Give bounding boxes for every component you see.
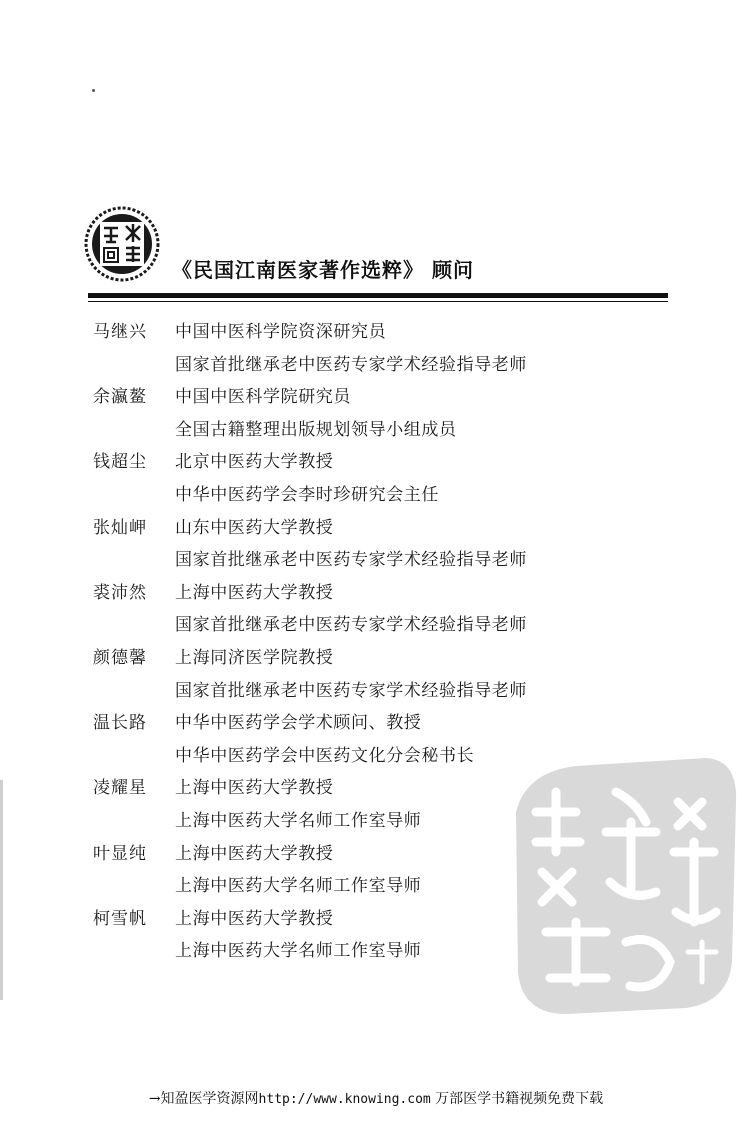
title-rule-thick bbox=[88, 293, 668, 298]
ink-speck bbox=[92, 89, 95, 92]
footer-prefix: →知盈医学资源网 bbox=[148, 1091, 259, 1107]
advisor-name: 钱超尘 bbox=[93, 452, 147, 473]
advisor-role: 全国古籍整理出版规划领导小组成员 bbox=[175, 419, 457, 440]
advisor-role: 中国中医科学院资深研究员 bbox=[175, 322, 387, 342]
advisor-role: 上海中医药大学教授 bbox=[175, 908, 334, 929]
advisor-entry bbox=[93, 642, 653, 707]
seal-logo bbox=[84, 206, 160, 282]
footer-link[interactable]: http://www.knowing.com bbox=[258, 1092, 431, 1107]
advisor-entry bbox=[93, 512, 653, 577]
title-rule-thin bbox=[88, 301, 668, 302]
advisor-entry bbox=[93, 316, 653, 381]
advisor-role: 国家首批继承老中医药专家学术经验指导老师 bbox=[175, 615, 527, 636]
advisor-role: 中华中医药学会李时珍研究会主任 bbox=[175, 484, 439, 505]
advisor-role: 国家首批继承老中医药专家学术经验指导老师 bbox=[175, 550, 527, 571]
advisor-name: 凌耀星 bbox=[93, 778, 147, 799]
advisor-name: 叶显纯 bbox=[93, 843, 147, 864]
advisor-role: 山东中医药大学教授 bbox=[175, 517, 334, 538]
page-title: 《民国江南医家著作选粹》 顾问 bbox=[172, 258, 474, 282]
footer-suffix: 万部医学书籍视频免费下载 bbox=[430, 1091, 604, 1107]
advisor-name: 裘沛然 bbox=[93, 582, 147, 603]
scan-edge bbox=[0, 780, 3, 1000]
watermark-stamp bbox=[506, 752, 742, 1022]
advisor-role: 上海中医药大学教授 bbox=[175, 582, 334, 603]
advisor-role: 中国中医科学院研究员 bbox=[175, 387, 351, 408]
advisor-name: 马继兴 bbox=[93, 322, 147, 342]
advisor-name: 颜德馨 bbox=[93, 647, 147, 668]
advisor-name: 余瀛鳌 bbox=[93, 387, 147, 408]
footer-note bbox=[0, 1088, 752, 1108]
advisor-role: 上海中医药大学名师工作室导师 bbox=[175, 941, 422, 962]
advisor-role: 上海中医药大学名师工作室导师 bbox=[175, 876, 422, 897]
advisor-role: 上海同济医学院教授 bbox=[175, 647, 334, 668]
advisor-entry bbox=[93, 381, 653, 446]
advisor-entry bbox=[93, 577, 653, 642]
advisor-role: 北京中医药大学教授 bbox=[175, 452, 334, 473]
advisor-entry bbox=[93, 446, 653, 511]
advisor-role: 上海中医药大学教授 bbox=[175, 778, 334, 799]
advisor-name: 张灿岬 bbox=[93, 517, 147, 538]
advisor-name: 温长路 bbox=[93, 713, 147, 734]
advisor-name: 柯雪帆 bbox=[93, 908, 147, 929]
advisor-role: 中华中医药学会中医药文化分会秘书长 bbox=[175, 745, 475, 766]
advisor-role: 上海中医药大学名师工作室导师 bbox=[175, 810, 422, 831]
advisor-role: 国家首批继承老中医药专家学术经验指导老师 bbox=[175, 680, 527, 701]
advisor-role: 国家首批继承老中医药专家学术经验指导老师 bbox=[175, 354, 527, 375]
advisor-role: 中华中医药学会学术顾问、教授 bbox=[175, 713, 422, 734]
advisor-role: 上海中医药大学教授 bbox=[175, 843, 334, 864]
